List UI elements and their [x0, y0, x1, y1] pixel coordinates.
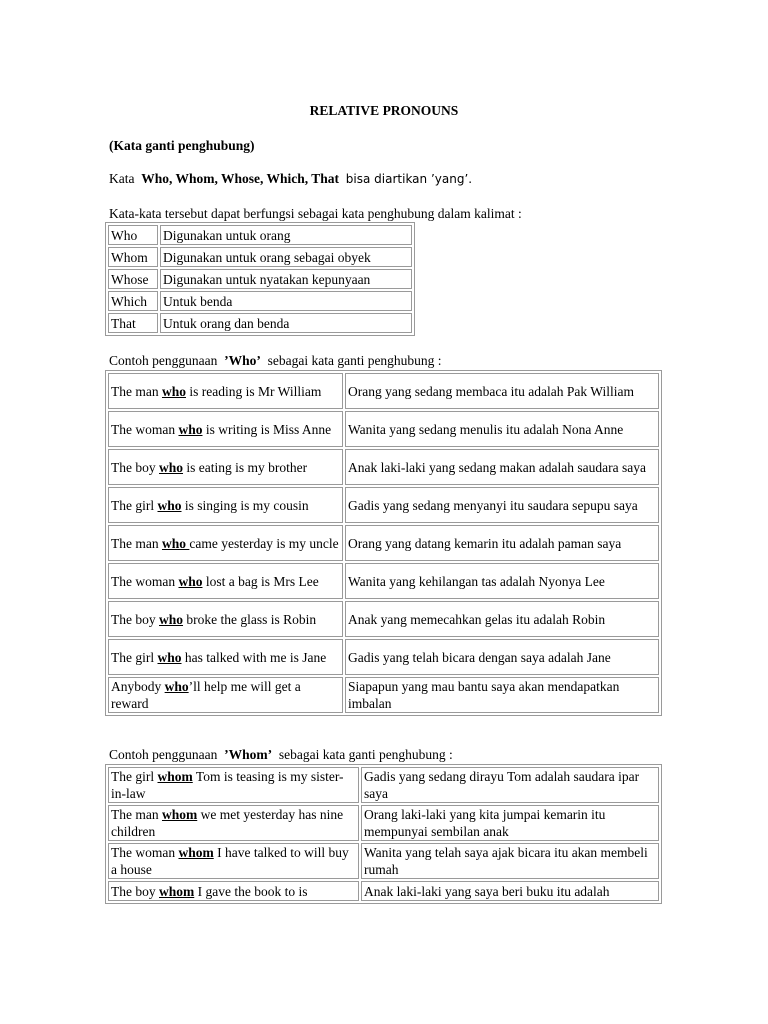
pronoun-keyword: who: [159, 611, 184, 627]
table-row: [108, 313, 412, 333]
page-subtitle: (Kata ganti penghubung): [109, 138, 255, 153]
sentence-end: has talked with me is Jane: [181, 649, 327, 665]
table-row: [108, 639, 659, 675]
whom-lead-word: ’Whom’: [224, 747, 273, 762]
sentence-start: Anybody: [111, 679, 165, 694]
whom-section-lead: [109, 747, 453, 764]
indonesian-translation: Anak yang memecahkan gelas itu adalah Robin: [345, 601, 659, 637]
whom-lead-suffix: sebagai kata ganti penghubung :: [278, 747, 453, 762]
pronoun-keyword: who: [157, 497, 182, 513]
pronoun-meaning: Digunakan untuk orang sebagai obyek: [160, 247, 412, 267]
english-sentence: [108, 487, 343, 523]
table-row: [108, 411, 659, 447]
english-sentence: [108, 805, 359, 841]
table-row: [108, 487, 659, 523]
pronoun-keyword: who: [161, 535, 190, 551]
indonesian-translation: Siapapun yang mau bantu saya akan mendapatkan imbalan: [345, 677, 659, 713]
table-row: [108, 269, 412, 289]
page-title: RELATIVE PRONOUNS: [309, 103, 459, 118]
indonesian-translation: Gadis yang telah bicara dengan saya adalah Jane: [345, 639, 659, 675]
table-row: [108, 563, 659, 599]
table-row: [108, 843, 659, 879]
table-row: [108, 881, 659, 901]
table-row: [108, 225, 412, 245]
sentence-end: I have talked to will buy a house: [111, 845, 349, 877]
kata-suffix: bisa diartikan ’yang’.: [345, 172, 473, 186]
indonesian-translation: Anak laki-laki yang sedang makan adalah saudara saya: [345, 449, 659, 485]
pronoun-keyword: who: [164, 679, 189, 694]
pronoun-table: [105, 222, 415, 336]
kata-prefix: Kata: [109, 171, 135, 186]
sentence-end: ’ll help me will get a reward: [111, 679, 301, 711]
pronoun-keyword: whom: [178, 845, 214, 860]
sentence-start: The boy: [111, 611, 159, 627]
sentence-start: The girl: [111, 769, 158, 784]
sentence-end: came yesterday is my uncle: [189, 535, 339, 551]
who-section-lead: [109, 353, 442, 370]
sentence-start: The woman: [111, 573, 179, 589]
sentence-end: we met yesterday has nine children: [111, 807, 344, 839]
whom-lead-prefix: Contoh penggunaan: [109, 747, 218, 762]
sentence-end: is writing is Miss Anne: [202, 421, 332, 437]
who-examples-table: [105, 370, 662, 716]
sentence-end: broke the glass is Robin: [183, 611, 317, 627]
pronoun-keyword: who: [159, 459, 184, 475]
table-row: [108, 373, 659, 409]
table-row: [108, 767, 659, 803]
english-sentence: [108, 449, 343, 485]
table-row: [108, 601, 659, 637]
pronoun-meaning: Untuk orang dan benda: [160, 313, 412, 333]
who-lead-word: ’Who’: [224, 353, 261, 368]
whom-examples-table: [105, 764, 662, 904]
indonesian-translation: Wanita yang telah saya ajak bicara itu akan membeli rumah: [361, 843, 659, 879]
who-lead-prefix: Contoh penggunaan: [109, 353, 218, 368]
table-row: [108, 677, 659, 713]
sentence-start: The boy: [111, 459, 159, 475]
english-sentence: [108, 525, 343, 561]
sentence-start: The boy: [111, 883, 159, 899]
table-row: [108, 291, 412, 311]
sentence-end: is reading is Mr William: [186, 383, 322, 399]
table-row: [108, 805, 659, 841]
english-sentence: [108, 767, 359, 803]
pronoun-meaning: Untuk benda: [160, 291, 412, 311]
kata-line: [109, 171, 472, 188]
sentence-end: I gave the book to is: [194, 883, 308, 899]
pronoun-word: That: [108, 313, 158, 333]
english-sentence: [108, 677, 343, 713]
pronoun-meaning: Digunakan untuk nyatakan kepunyaan: [160, 269, 412, 289]
sentence-start: The girl: [111, 497, 158, 513]
indonesian-translation: Wanita yang sedang menulis itu adalah Nona Anne: [345, 411, 659, 447]
pronoun-word: Who: [108, 225, 158, 245]
table-row: [108, 247, 412, 267]
english-sentence: [108, 373, 343, 409]
table-row: [108, 449, 659, 485]
english-sentence: [108, 843, 359, 879]
sentence-start: The man: [111, 807, 162, 822]
pronoun-keyword: whom: [161, 807, 198, 822]
sentence-end: Tom is teasing is my sister-in-law: [111, 769, 344, 801]
sentence-end: is eating is my brother: [183, 459, 308, 475]
sentence-start: The woman: [111, 845, 179, 860]
indonesian-translation: Orang yang sedang membaca itu adalah Pak William: [345, 373, 659, 409]
pronoun-keyword: whom: [159, 883, 195, 899]
indonesian-translation: Anak laki-laki yang saya beri buku itu adalah: [361, 881, 659, 901]
indonesian-translation: Orang laki-laki yang kita jumpai kemarin itu mempunyai sembilan anak: [361, 805, 659, 841]
english-sentence: [108, 563, 343, 599]
english-sentence: [108, 639, 343, 675]
pronoun-meaning: Digunakan untuk orang: [160, 225, 412, 245]
table-row: [108, 525, 659, 561]
kata-words: Who, Whom, Whose, Which, That: [141, 171, 340, 186]
pronoun-keyword: who: [157, 649, 182, 665]
pronoun-keyword: who: [178, 573, 203, 589]
sentence-end: is singing is my cousin: [181, 497, 309, 513]
indonesian-translation: Orang yang datang kemarin itu adalah paman saya: [345, 525, 659, 561]
intro-text: Kata-kata tersebut dapat berfungsi sebagai kata penghubung dalam kalimat :: [109, 206, 522, 221]
who-lead-suffix: sebagai kata ganti penghubung :: [267, 353, 442, 368]
english-sentence: [108, 411, 343, 447]
pronoun-word: Whom: [108, 247, 158, 267]
pronoun-keyword: who: [178, 421, 203, 437]
english-sentence: [108, 881, 359, 901]
sentence-start: The girl: [111, 649, 158, 665]
indonesian-translation: Gadis yang sedang dirayu Tom adalah saudara ipar saya: [361, 767, 659, 803]
sentence-start: The man: [111, 535, 162, 551]
sentence-start: The woman: [111, 421, 179, 437]
pronoun-keyword: who: [161, 383, 186, 399]
sentence-end: lost a bag is Mrs Lee: [202, 573, 319, 589]
pronoun-keyword: whom: [157, 769, 193, 784]
indonesian-translation: Wanita yang kehilangan tas adalah Nyonya Lee: [345, 563, 659, 599]
english-sentence: [108, 601, 343, 637]
indonesian-translation: Gadis yang sedang menyanyi itu saudara sepupu saya: [345, 487, 659, 523]
sentence-start: The man: [111, 383, 162, 399]
pronoun-word: Which: [108, 291, 158, 311]
pronoun-word: Whose: [108, 269, 158, 289]
